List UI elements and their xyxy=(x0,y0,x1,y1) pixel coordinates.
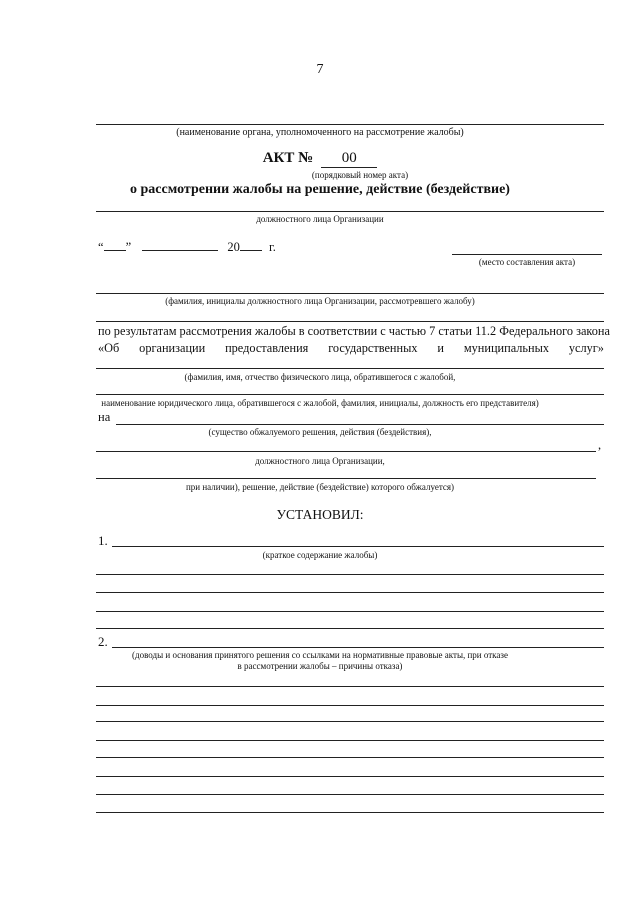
subject-line xyxy=(116,424,604,425)
act-number: 00 xyxy=(321,150,377,168)
on-label: на xyxy=(98,410,111,424)
page-number: 7 xyxy=(316,62,324,77)
date-day-blank xyxy=(104,250,126,251)
item2-line-5 xyxy=(96,740,604,741)
appeal-caption: при наличии), решение, действие (бездействие) которого обжалуется) xyxy=(185,482,454,492)
intro-line-2-word: и xyxy=(437,341,444,355)
item1-caption: (краткое содержание жалобы) xyxy=(262,550,378,560)
item1-line xyxy=(112,546,604,547)
item2-caption-line-1: (доводы и основания принятого решения со ссылками на нормативные правовые акты, при отказе xyxy=(132,650,508,660)
date-month-blank xyxy=(142,250,218,251)
reviewer-line xyxy=(96,293,604,294)
applicant-line xyxy=(96,368,604,369)
item1-number: 1. xyxy=(98,533,108,548)
item1-line-4 xyxy=(96,611,604,612)
item2-line-7 xyxy=(96,776,604,777)
intro-line-2-word: предоставления xyxy=(225,341,309,355)
item2-line-6 xyxy=(96,757,604,758)
date-field xyxy=(98,240,276,255)
date-year-suffix: г. xyxy=(269,240,276,254)
act-number-caption: (порядковый номер акта) xyxy=(311,170,409,180)
act-subtitle: о рассмотрении жалобы на решение, действие (бездействие) xyxy=(130,182,510,197)
applicant-caption: (фамилия, имя, отчество физического лица, обратившегося с жалобой, xyxy=(184,372,456,382)
organ-name-line xyxy=(96,124,604,125)
item2-line-2 xyxy=(96,686,604,687)
item1-line-2 xyxy=(96,574,604,575)
intro-line-2-word: организации xyxy=(139,341,206,355)
intro-line-2-word: муниципальных xyxy=(463,341,549,355)
organ-name-caption: (наименование органа, уполномоченного на рассмотрение жалобы) xyxy=(176,127,464,138)
intro-line-1: по результатам рассмотрения жалобы в соответствии с частью 7 статьи 11.2 Федерального закона xyxy=(98,324,610,338)
place-line xyxy=(452,254,602,255)
official-caption: должностного лица Организации xyxy=(256,214,384,224)
subject-line-2 xyxy=(96,451,596,452)
official-caption-2: должностного лица Организации, xyxy=(255,456,385,466)
appeal-line xyxy=(96,478,596,479)
intro-line-2-word: услуг» xyxy=(568,341,604,355)
comma: , xyxy=(598,438,602,452)
intro-top-line xyxy=(96,321,604,322)
established-heading: УСТАНОВИЛ: xyxy=(276,507,364,522)
act-title-prefix: АКТ № xyxy=(262,150,314,166)
act-title xyxy=(0,149,640,168)
official-line xyxy=(96,211,604,212)
intro-line-2-word: государственных xyxy=(328,341,418,355)
date-year-blank xyxy=(240,250,262,251)
item2-line xyxy=(112,647,604,648)
intro-line-2-word: «Об xyxy=(98,341,120,355)
item1-line-5 xyxy=(96,628,604,629)
item2-line-4 xyxy=(96,721,604,722)
reviewer-caption: (фамилия, инициалы должностного лица Организации, рассмотревшего жалобу) xyxy=(165,296,475,306)
date-year-prefix: 20 xyxy=(227,240,240,254)
place-caption: (место составления акта) xyxy=(478,257,576,267)
date-open-quote: “ xyxy=(98,240,104,254)
item2-caption-line-2: в рассмотрении жалобы – причины отказа) xyxy=(237,661,403,671)
legal-entity-caption: наименование юридического лица, обратившегося с жалобой, фамилия, инициалы, должность его представителя) xyxy=(101,398,539,408)
item2-line-8 xyxy=(96,794,604,795)
item2-line-3 xyxy=(96,705,604,706)
item2-number: 2. xyxy=(98,634,108,649)
subject-caption: (существо обжалуемого решения, действия (бездействия), xyxy=(208,427,432,437)
date-close-quote: ” xyxy=(125,240,132,254)
item1-line-3 xyxy=(96,592,604,593)
legal-entity-line xyxy=(96,394,604,395)
intro-line-2 xyxy=(98,341,604,356)
item2-line-9 xyxy=(96,812,604,813)
